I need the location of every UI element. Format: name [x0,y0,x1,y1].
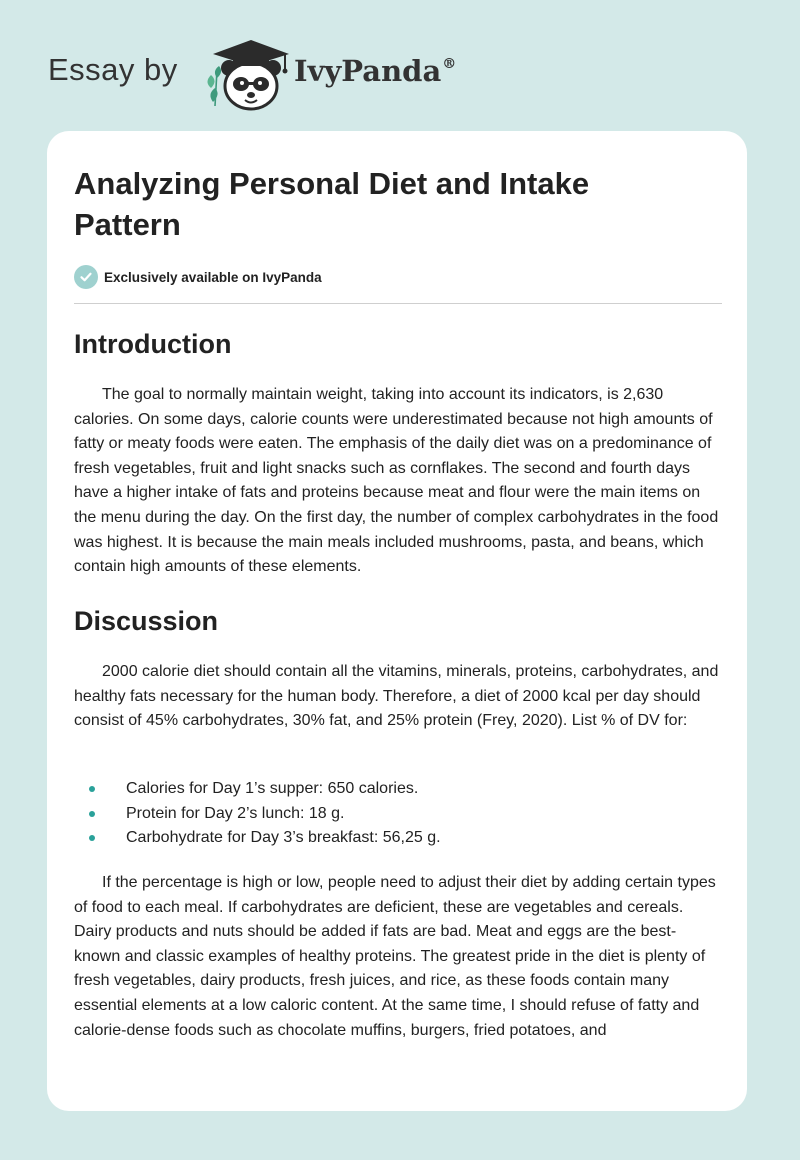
list-item: Protein for Day 2’s lunch: 18 g. [74,802,722,827]
dv-list [74,777,722,851]
essay-title: Analyzing Personal Diet and Intake Pattern [74,166,590,242]
list-item: Carbohydrate for Day 3’s breakfast: 56,25 g. [74,826,722,851]
exclusive-badge [74,264,322,290]
section-heading-introduction: Introduction [74,329,232,359]
introduction-paragraph: The goal to normally maintain weight, taking into account its indicators, is 2,630 calories. On some days, calorie counts were underestimated because not high amounts of fatty or meaty foods were eaten. The emphasis of the daily diet was on a predominance of fresh vegetables, fruit and light snacks such as cornflakes. The second and fourth days have a higher intake of fats and proteins because meat and flour were the main items on the menu during the day. On the first day, the number of complex carbohydrates in the food was highest. It is because the main meals included mushrooms, pasta, and beans, which contain high amounts of these elements. [74,386,719,576]
registered-mark: ® [442,56,457,72]
divider [74,303,722,304]
panda-logo-icon [203,36,293,116]
check-icon [74,265,98,289]
section-heading-discussion: Discussion [74,606,219,636]
bullet-dot-icon [89,835,95,841]
brand-header [48,30,528,110]
essay-card [47,131,747,1111]
discussion-paragraph: 2000 calorie diet should contain all the vitamins, minerals, proteins, carbohydrates, and healthy fats necessary for the human body. Therefore, a diet of 2000 kcal per day should consist of 45% carbohydrates, 30% fat, and 25% protein (Frey, 2020). List % of DV for: [74,663,719,730]
exclusive-badge-text: Exclusively available on IvyPanda [104,269,322,285]
discussion-paragraph-continued: If the percentage is high or low, people need to adjust their diet by adding certain types of food to each meal. If carbohydrates are deficient, these are vegetables and cereals. Dairy products and nuts should be added if fats are bad. Meat and eggs are the best-known and classic examples of healthy proteins. The greatest pride in the diet is plenty of fresh vegetables, dairy products, fresh juices, and rice, as these foods contain many essential elements at a low caloric content. At the same time, I should refuse of fatty and calorie-dense foods such as chocolate muffins, burgers, fried potatoes, and [74,874,716,1039]
bullet-dot-icon [89,811,95,817]
bullet-dot-icon [89,786,95,792]
list-item: Calories for Day 1’s supper: 650 calories. [74,777,722,802]
brand-name: IvyPanda® [294,54,457,88]
brand-prefix: Essay by [48,52,178,87]
